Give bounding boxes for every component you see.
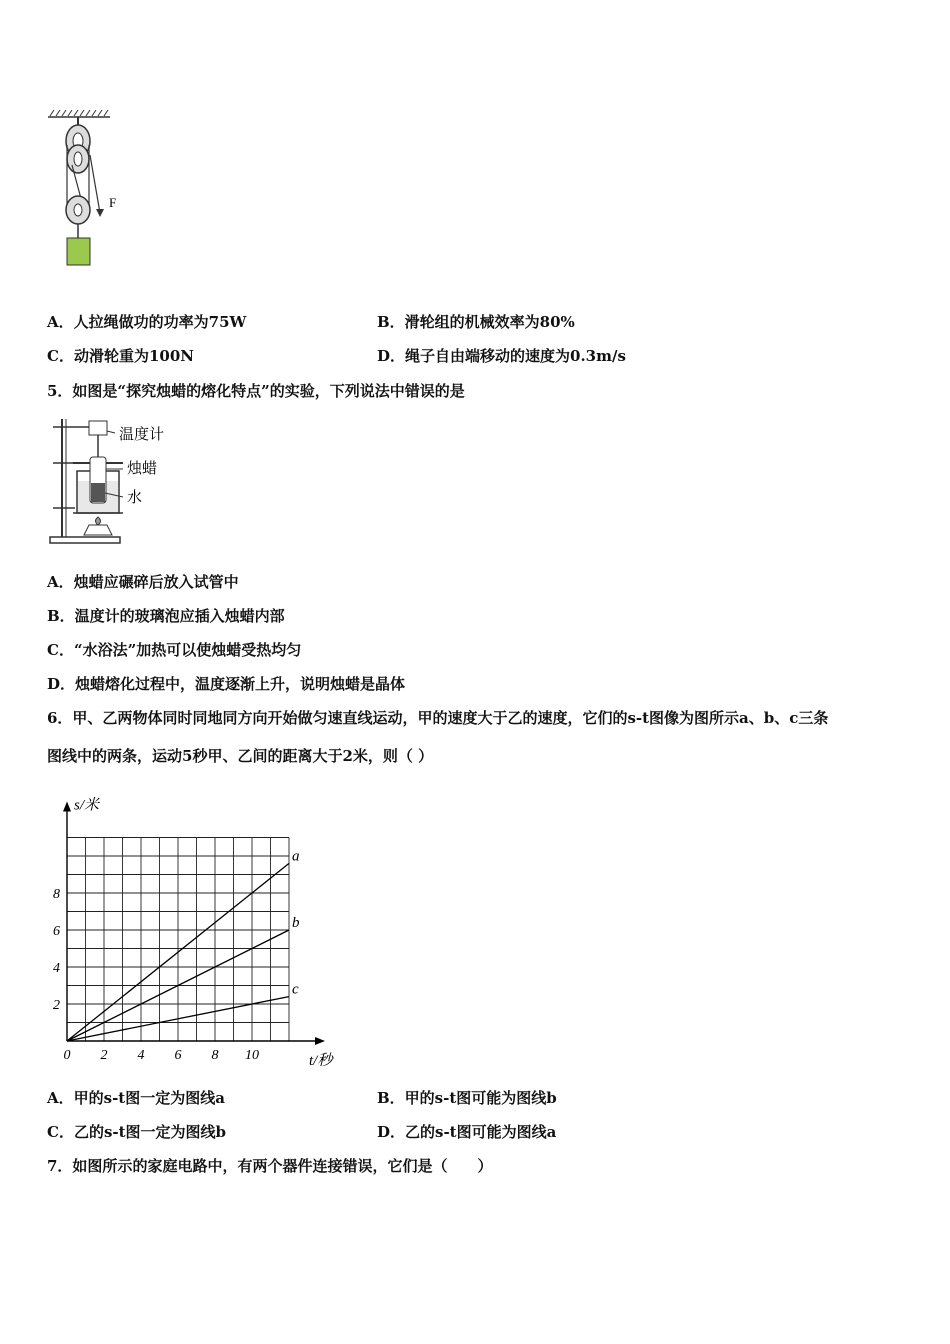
- q4-option-b[interactable]: B．滑轮组的机械效率为80%: [377, 313, 575, 331]
- y-tick-label: 6: [53, 924, 60, 939]
- x-axis-label: t/秒: [309, 1053, 333, 1069]
- q5-option-b[interactable]: B．温度计的玻璃泡应插入烛蜡内部: [47, 607, 285, 625]
- x-tick-label: 6: [174, 1048, 182, 1063]
- y-tick-label: 8: [53, 887, 60, 902]
- q4-option-a[interactable]: A．人拉绳做功的功率为75W: [47, 313, 247, 331]
- series-label-b: b: [292, 915, 300, 931]
- force-label: F: [109, 195, 117, 210]
- thermometer-label: 温度计: [119, 427, 165, 443]
- y-axis-label: s/米: [74, 797, 100, 814]
- y-tick-label: 4: [53, 961, 60, 976]
- q5-option-d[interactable]: D．烛蜡熔化过程中，温度逐渐上升，说明烛蜡是晶体: [47, 675, 406, 693]
- y-tick-label: 2: [53, 998, 60, 1013]
- wax-label: 烛蜡: [127, 461, 158, 477]
- q6-option-c[interactable]: C．乙的s-t图一定为图线b: [47, 1123, 227, 1141]
- x-tick-label: 10: [245, 1048, 259, 1063]
- movable-pulley: [66, 196, 90, 238]
- water-label: 水: [127, 490, 143, 506]
- pulley-figure: [40, 105, 140, 275]
- arrow-head: [96, 209, 104, 217]
- q6-option-d[interactable]: D．乙的s-t图可能为图线a: [377, 1123, 557, 1141]
- q5-stem: 5．如图是“探究烛蜡的熔化特点”的实验，下列说法中错误的是: [47, 382, 465, 400]
- q4-option-c[interactable]: C．动滑轮重为100N: [47, 347, 194, 365]
- q6-stem-line1: 6．甲、乙两物体同时同地同方向开始做匀速直线运动，甲的速度大于乙的速度，它们的s-t图像为图所示a、b、c三条: [47, 709, 829, 727]
- q6-option-b[interactable]: B．甲的s-t图可能为图线b: [377, 1089, 557, 1107]
- x-tick-label: 0: [63, 1048, 71, 1063]
- alcohol-lamp: [73, 513, 123, 535]
- series-label-c: c: [292, 981, 299, 998]
- x-tick-label: 8: [211, 1048, 219, 1063]
- st-chart: [40, 785, 340, 1075]
- x-tick-label: 4: [137, 1048, 145, 1063]
- beaker: [73, 457, 123, 513]
- x-tick-label: 2: [100, 1048, 108, 1063]
- weight-block: [67, 238, 90, 265]
- q4-option-d[interactable]: D．绳子自由端移动的速度为0.3m/s: [377, 347, 626, 365]
- y-axis-arrow: [63, 802, 71, 812]
- q5-option-a[interactable]: A．烛蜡应碾碎后放入试管中: [47, 573, 239, 591]
- fixed-pulley: [66, 117, 90, 173]
- series-label-a: a: [292, 848, 300, 865]
- q5-option-c[interactable]: C．“水浴法”加热可以使烛蜡受热均匀: [47, 641, 302, 659]
- wax-melting-figure: [45, 413, 185, 548]
- x-axis-arrow: [315, 1037, 325, 1045]
- ceiling-hatch: [48, 110, 110, 117]
- q6-stem-line2: 图线中的两条，运动5秒甲、乙间的距离大于2米，则（ ）: [47, 747, 434, 765]
- q7-stem: 7．如图所示的家庭电路中，有两个器件连接错误，它们是（ ）: [47, 1157, 493, 1175]
- q6-option-a[interactable]: A．甲的s-t图一定为图线a: [47, 1089, 225, 1107]
